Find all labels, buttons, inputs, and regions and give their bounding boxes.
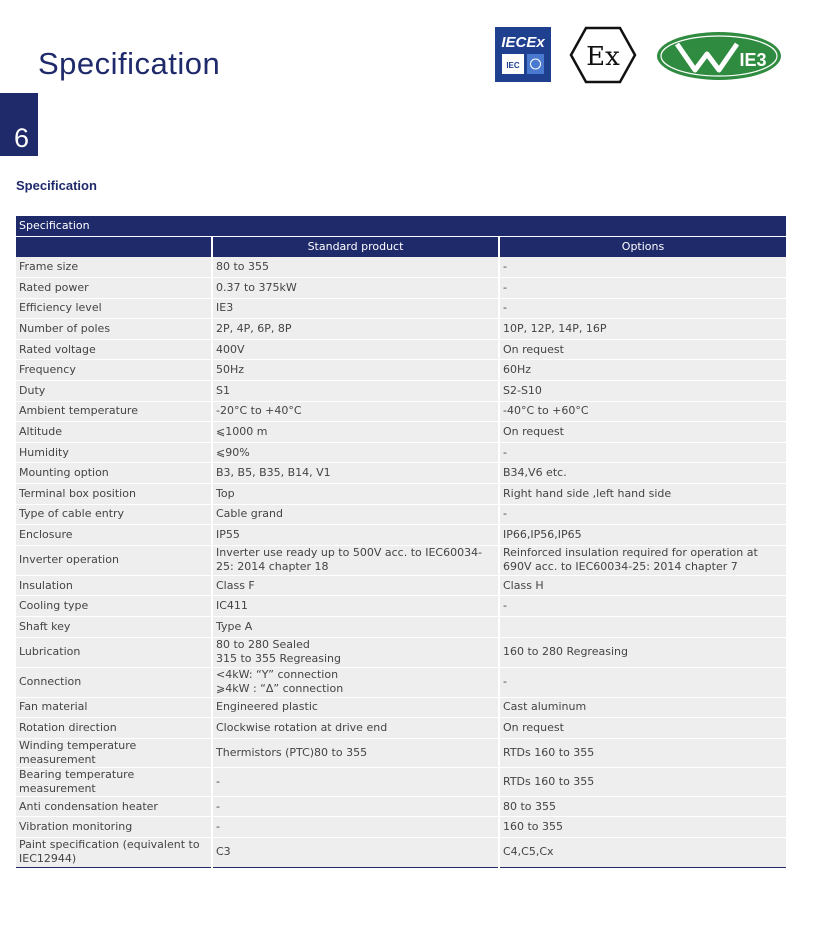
iec-logo-text: IEC [506, 61, 520, 70]
options-value: -40°C to +60°C [499, 401, 786, 422]
table-row [16, 257, 786, 278]
row-label: Mounting option [16, 463, 212, 484]
standard-value: 0.37 to 375kW [212, 278, 499, 299]
options-value: IP66,IP56,IP65 [499, 525, 786, 546]
row-label: Anti condensation heater [16, 796, 212, 817]
section-heading: Specification [16, 178, 97, 193]
standard-value: Top [212, 484, 499, 505]
options-value: On request [499, 718, 786, 739]
table-row [16, 718, 786, 739]
table-row [16, 339, 786, 360]
standard-value: - [212, 767, 499, 796]
standard-value: Thermistors (PTC)80 to 355 [212, 738, 499, 767]
row-label: Inverter operation [16, 545, 212, 575]
table-row [16, 319, 786, 340]
ie3-logo-text: IE3 [739, 50, 767, 70]
options-value: On request [499, 422, 786, 443]
standard-value: B3, B5, B35, B14, V1 [212, 463, 499, 484]
row-label: Duty [16, 381, 212, 402]
standard-value: Type A [212, 617, 499, 638]
standard-value: Clockwise rotation at drive end [212, 718, 499, 739]
standard-value: 80 to 280 Sealed 315 to 355 Regreasing [212, 637, 499, 667]
table-row [16, 837, 786, 867]
table-row [16, 298, 786, 319]
row-label: Altitude [16, 422, 212, 443]
column-header-standard: Standard product [212, 237, 499, 258]
standard-value: IP55 [212, 525, 499, 546]
row-label: Shaft key [16, 617, 212, 638]
table-row [16, 667, 786, 697]
table-row [16, 463, 786, 484]
row-label: Insulation [16, 575, 212, 596]
row-label: Rotation direction [16, 718, 212, 739]
table-row [16, 504, 786, 525]
standard-value: IE3 [212, 298, 499, 319]
table-row [16, 596, 786, 617]
row-label: Terminal box position [16, 484, 212, 505]
standard-value: Inverter use ready up to 500V acc. to IEC60034-25: 2014 chapter 18 [212, 545, 499, 575]
specification-table [16, 216, 786, 868]
options-value: - [499, 504, 786, 525]
chapter-tab [0, 93, 38, 156]
options-value: - [499, 257, 786, 278]
ie3-logo [655, 30, 783, 82]
row-label: Cooling type [16, 596, 212, 617]
standard-value: Class F [212, 575, 499, 596]
standard-value: - [212, 817, 499, 838]
standard-value: 400V [212, 339, 499, 360]
table-row [16, 484, 786, 505]
options-value: C4,C5,Cx [499, 837, 786, 867]
options-value: 160 to 355 [499, 817, 786, 838]
options-value: 160 to 280 Regreasing [499, 637, 786, 667]
row-label: Number of poles [16, 319, 212, 340]
options-value [499, 617, 786, 638]
page-title: Specification [38, 46, 221, 81]
table-row [16, 796, 786, 817]
table-row [16, 442, 786, 463]
table-row [16, 817, 786, 838]
standard-value: 50Hz [212, 360, 499, 381]
row-label: Humidity [16, 442, 212, 463]
row-label: Paint specification (equivalent to IEC12944) [16, 837, 212, 867]
options-value: Class H [499, 575, 786, 596]
options-value: Right hand side ,left hand side [499, 484, 786, 505]
table-row [16, 401, 786, 422]
standard-value: C3 [212, 837, 499, 867]
standard-value: - [212, 796, 499, 817]
standard-value: Engineered plastic [212, 697, 499, 718]
column-header-options: Options [499, 237, 786, 258]
options-value: B34,V6 etc. [499, 463, 786, 484]
table-row [16, 575, 786, 596]
standard-value: 80 to 355 [212, 257, 499, 278]
row-label: Bearing temperature measurement [16, 767, 212, 796]
options-value: On request [499, 339, 786, 360]
options-value: RTDs 160 to 355 [499, 767, 786, 796]
options-value: - [499, 442, 786, 463]
row-label: Ambient temperature [16, 401, 212, 422]
table-body [16, 257, 786, 867]
table-row [16, 767, 786, 796]
table-row [16, 545, 786, 575]
options-value: 60Hz [499, 360, 786, 381]
ex-logo-text: Ex [586, 42, 620, 72]
options-value: - [499, 667, 786, 697]
row-label: Fan material [16, 697, 212, 718]
options-value: Reinforced insulation required for operation at 690V acc. to IEC60034-25: 2014 chapter 7 [499, 545, 786, 575]
standard-value: S1 [212, 381, 499, 402]
row-label: Enclosure [16, 525, 212, 546]
table-row [16, 360, 786, 381]
standard-value: IC411 [212, 596, 499, 617]
row-label: Winding temperature measurement [16, 738, 212, 767]
atex-ex-logo [569, 26, 637, 84]
row-label: Rated voltage [16, 339, 212, 360]
row-label: Vibration monitoring [16, 817, 212, 838]
table-row [16, 278, 786, 299]
options-value: RTDs 160 to 355 [499, 738, 786, 767]
table-row [16, 422, 786, 443]
standard-value: ⩽90% [212, 442, 499, 463]
row-label: Frame size [16, 257, 212, 278]
table-row [16, 738, 786, 767]
table-row [16, 525, 786, 546]
iecex-logo [495, 27, 551, 82]
row-label: Type of cable entry [16, 504, 212, 525]
row-label: Rated power [16, 278, 212, 299]
standard-value: ⩽1000 m [212, 422, 499, 443]
options-value: 10P, 12P, 14P, 16P [499, 319, 786, 340]
table-row [16, 617, 786, 638]
standard-value: Cable grand [212, 504, 499, 525]
row-label: Efficiency level [16, 298, 212, 319]
chapter-number: 6 [14, 123, 30, 153]
options-value: - [499, 278, 786, 299]
standard-value: <4kW: “Y” connection ⩾4kW : “Δ” connection [212, 667, 499, 697]
options-value: 80 to 355 [499, 796, 786, 817]
row-label: Connection [16, 667, 212, 697]
options-value: S2-S10 [499, 381, 786, 402]
iecex-logo-text: IECEx [501, 34, 545, 51]
standard-value: -20°C to +40°C [212, 401, 499, 422]
options-value: Cast aluminum [499, 697, 786, 718]
row-label: Lubrication [16, 637, 212, 667]
table-title: Specification [16, 216, 786, 237]
table-row [16, 637, 786, 667]
table-row [16, 381, 786, 402]
row-label: Frequency [16, 360, 212, 381]
options-value: - [499, 596, 786, 617]
standard-value: 2P, 4P, 6P, 8P [212, 319, 499, 340]
options-value: - [499, 298, 786, 319]
column-header-parameter [16, 237, 212, 258]
table-row [16, 697, 786, 718]
